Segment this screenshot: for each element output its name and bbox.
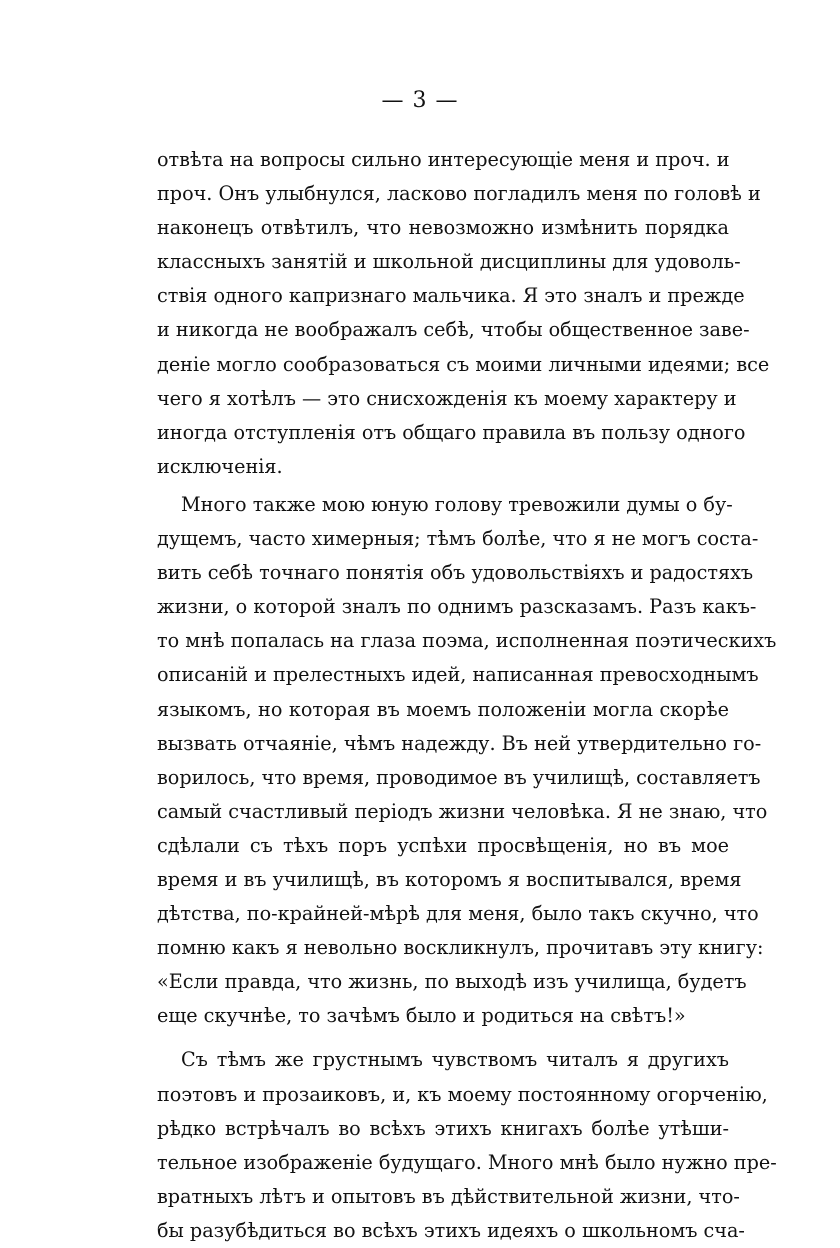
text-line: языкомъ, но которая въ моемъ положеніи могла скорѣе [157, 697, 729, 721]
paragraph [157, 1043, 777, 1248]
text-line: чего я хотѣлъ — это снисхожденія къ моему характеру и [157, 386, 737, 410]
body-text [157, 143, 777, 1248]
text-line: самый счастливый періодъ жизни человѣка. Я не знаю, что [157, 799, 768, 823]
text-line: жизни, о которой зналъ по однимъ разсказамъ. Разъ какъ- [157, 595, 757, 619]
text-line: бы разубѣдиться во всѣхъ этихъ идеяхъ о школьномъ сча- [157, 1218, 745, 1242]
paragraph [157, 488, 777, 1034]
text-line: исключенія. [157, 454, 283, 478]
text-line: Много также мою юную голову тревожили думы о бу- [181, 492, 733, 516]
text-line: Съ тѣмъ же грустнымъ чувствомъ читалъ я другихъ [181, 1048, 729, 1072]
paragraph-gap [157, 1033, 729, 1043]
text-line: ствія одного капризнаго мальчика. Я это зналъ и прежде [157, 284, 745, 308]
text-line: то мнѣ попалась на глаза поэма, исполненная поэтическихъ [157, 629, 777, 653]
text-line: вызвать отчаяніе, чѣмъ надежду. Въ ней утвердительно го- [157, 731, 762, 755]
text-line: сдѣлали съ тѣхъ поръ успѣхи просвѣщенія, но въ мое [157, 833, 729, 857]
paragraph [157, 143, 770, 484]
page-number: — 3 — [381, 88, 459, 113]
text-line: деніе могло сообразоваться съ моими личными идеями; все [157, 352, 770, 376]
text-line: дущемъ, часто химерныя; тѣмъ болѣе, что я не могъ соста- [157, 527, 759, 551]
text-line: время и въ училищѣ, въ которомъ я воспитывался, время [157, 867, 742, 891]
text-line: помню какъ я невольно воскликнулъ, прочитавъ эту книгу: [157, 936, 764, 960]
text-line: тельное изображеніе будущаго. Много мнѣ было нужно пре- [157, 1150, 777, 1174]
text-line: отвѣта на вопросы сильно интересующіе меня и проч. и [157, 148, 730, 171]
text-line: дѣтства, по-крайней-мѣрѣ для меня, было такъ скучно, что [157, 902, 759, 926]
text-line: вратныхъ лѣтъ и опытовъ въ дѣйствительной жизни, что- [157, 1184, 740, 1208]
text-line: рѣдко встрѣчалъ во всѣхъ этихъ книгахъ болѣе утѣши- [157, 1116, 729, 1140]
text-line: и никогда не воображалъ себѣ, чтобы общественное заве- [157, 318, 750, 342]
text-line: «Если правда, что жизнь, по выходѣ изъ училища, будетъ [157, 970, 747, 994]
text-line: проч. Онъ улыбнулся, ласково погладилъ меня по головѣ и [157, 182, 761, 206]
text-line: наконецъ отвѣтилъ, что невозможно измѣнить порядка [157, 216, 729, 240]
text-line: вить себѣ точнаго понятія объ удовольствіяхъ и радостяхъ [157, 561, 754, 585]
text-line: классныхъ занятій и школьной дисциплины для удоволь- [157, 250, 741, 274]
text-line: иногда отступленія отъ общаго правила въ пользу одного [157, 420, 746, 444]
text-line: еще скучнѣе, то зачѣмъ было и родиться на свѣтъ!» [157, 1004, 686, 1028]
text-line: ворилось, что время, проводимое въ училищѣ, составляетъ [157, 765, 761, 789]
text-line: описаній и прелестныхъ идей, написанная превосходнымъ [157, 663, 759, 687]
text-line: поэтовъ и прозаиковъ, и, къ моему постоянному огорченію, [157, 1082, 768, 1106]
